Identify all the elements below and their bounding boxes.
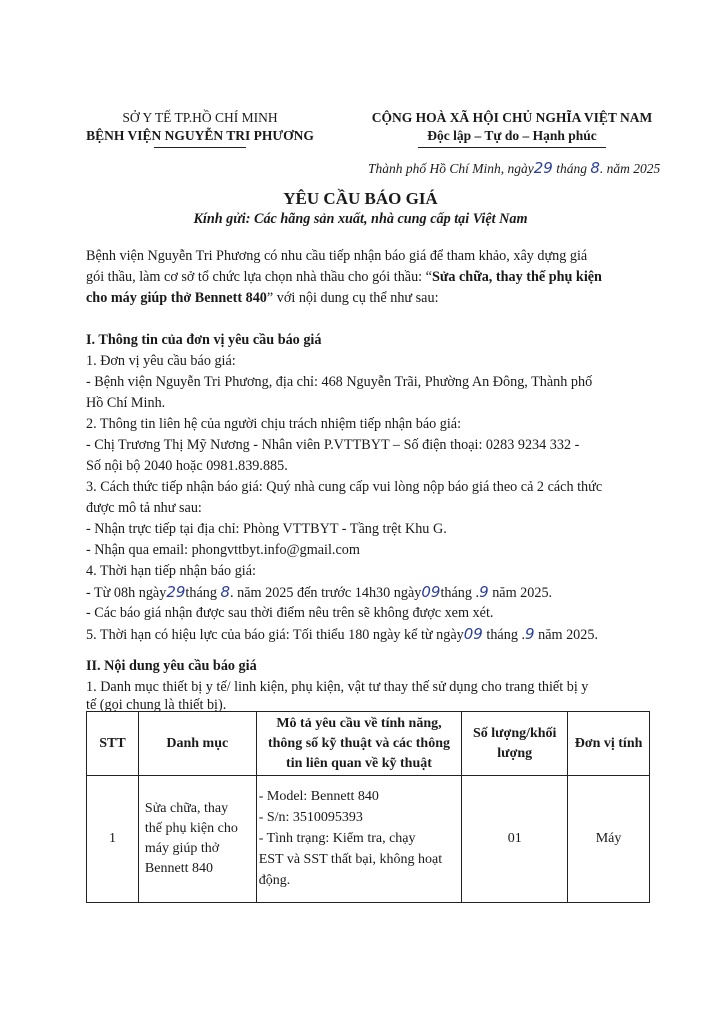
section-1-item-5: 5. Thời hạn có hiệu lực của báo giá: Tối thiểu 180 ngày kể từ ngày09 tháng .9 năm 2025.: [86, 625, 599, 643]
intro-line-2-text: gói thầu, làm cơ sở tổ chức lựa chọn nhà thầu cho gói thầu: “: [86, 269, 432, 285]
validity-month: 9: [525, 625, 535, 643]
header-quantity: [462, 712, 568, 776]
section-2-item-1-b: tế (gọi chung là thiết bị).: [86, 697, 227, 713]
header-description-line-2: thông số kỹ thuật và các thông: [267, 735, 450, 751]
row-description-status-1: - Tình trạng: Kiểm tra, chạy: [258, 831, 416, 846]
section-1-item-1: 1. Đơn vị yêu cầu báo giá:: [86, 353, 236, 369]
document-title: YÊU CẦU BÁO GIÁ: [283, 189, 438, 208]
section-1-item-1-b: Hồ Chí Minh.: [86, 395, 166, 411]
deadline-start-day: 29: [166, 583, 186, 601]
section-1-item-4-a: - Từ 08h ngày29tháng 8. năm 2025 đến trước 14h30 ngày09tháng .9 năm 2025.: [86, 583, 553, 601]
row-quantity: 01: [462, 776, 568, 903]
hospital-underline: [154, 147, 246, 148]
section-1-item-2: 2. Thông tin liên hệ của người chịu trách nhiệm tiếp nhận báo giá:: [86, 416, 462, 432]
intro-line-2: [86, 267, 602, 288]
deadline-end-month: 9: [479, 583, 489, 601]
row-description: [256, 776, 462, 903]
date-day: 29: [533, 159, 553, 177]
quote-items-table: [86, 711, 650, 903]
deadline-start-month-label: tháng: [185, 585, 217, 601]
date-line: Thành phố Hồ Chí Minh, ngày29 tháng 8. năm 2025: [368, 159, 661, 177]
header-unit: Đơn vị tính: [568, 712, 650, 776]
deadline-end-year: năm 2025.: [492, 585, 553, 601]
hospital-name: BỆNH VIỆN NGUYỄN TRI PHƯƠNG: [86, 128, 314, 143]
package-name-part-2: cho máy giúp thở Bennett 840: [86, 290, 267, 306]
row-unit: Máy: [568, 776, 650, 903]
deadline-start-month: 8: [220, 583, 231, 601]
section-2-item-1-a: 1. Danh mục thiết bị y tế/ linh kiện, phụ kiện, vật tư thay thế sử dụng cho trang thiết bị y: [86, 679, 589, 695]
intro-line-1: Bệnh viện Nguyễn Tri Phương có nhu cầu tiếp nhận báo giá để tham khảo, xây dựng giá: [86, 248, 588, 264]
header-description: [256, 712, 462, 776]
intro-line-3-text: ” với nội dung cụ thể như sau:: [266, 290, 439, 306]
deadline-end-day: 09: [421, 583, 441, 601]
deadline-end-month-label: tháng: [440, 585, 472, 601]
section-1-item-3-c: - Nhận trực tiếp tại địa chỉ: Phòng VTTBYT - Tầng trệt Khu G.: [86, 521, 447, 537]
row-description-status-3: động.: [258, 873, 291, 888]
package-name-part-1: Sửa chữa, thay thế phụ kiện: [431, 269, 602, 285]
row-description-status-2: EST và SST thất bại, không hoạt: [258, 852, 443, 867]
date-prefix: Thành phố Hồ Chí Minh, ngày: [368, 161, 534, 176]
validity-year: năm 2025.: [538, 627, 599, 643]
date-month: 8: [590, 159, 600, 177]
section-1-item-4: 4. Thời hạn tiếp nhận báo giá:: [86, 563, 256, 579]
header-quantity-line-1: Số lượng/khối: [472, 725, 557, 741]
section-1-heading: I. Thông tin của đơn vị yêu cầu báo giá: [86, 332, 322, 348]
header-stt: STT: [87, 712, 139, 776]
recipient-line: Kính gửi: Các hãng sản xuất, nhà cung cấp tại Việt Nam: [193, 211, 528, 227]
motto-underline: [418, 147, 606, 148]
validity-prefix: 5. Thời hạn có hiệu lực của báo giá: Tối thiểu 180 ngày kể từ ngày: [86, 627, 464, 643]
row-stt: 1: [87, 776, 139, 903]
row-description-serial: - S/n: 3510095393: [258, 810, 363, 825]
row-item-name-line-4: Bennett 840: [144, 861, 213, 876]
nation-title: CỘNG HOÀ XÃ HỘI CHỦ NGHĨA VIỆT NAM: [371, 110, 653, 125]
section-1-item-2-b: Số nội bộ 2040 hoặc 0981.839.885.: [86, 458, 288, 474]
table-header-row: [87, 712, 650, 776]
deadline-start-prefix: - Từ 08h ngày: [86, 585, 167, 601]
nation-motto: Độc lập – Tự do – Hạnh phúc: [427, 128, 597, 143]
validity-day: 09: [463, 625, 483, 643]
row-description-model: - Model: Bennett 840: [258, 789, 379, 804]
date-month-label: tháng: [556, 161, 587, 176]
section-1-item-3-b: được mô tả như sau:: [86, 500, 202, 516]
row-item-name: [138, 776, 256, 903]
section-2-heading: II. Nội dung yêu cầu báo giá: [86, 658, 257, 674]
section-1-item-4-b: - Các báo giá nhận được sau thời điểm nêu trên sẽ không được xem xét.: [86, 605, 494, 621]
table-row: [87, 776, 650, 903]
department-name: SỞ Y TẾ TP.HỒ CHÍ MINH: [122, 110, 278, 125]
intro-line-3: [86, 288, 439, 309]
section-1-item-3-d: - Nhận qua email: phongvttbyt.info@gmail.com: [86, 542, 360, 558]
row-item-name-line-3: máy giúp thở: [144, 841, 220, 856]
header-description-line-3: tin liên quan về kỹ thuật: [286, 755, 432, 771]
validity-month-label: tháng: [486, 627, 518, 643]
header-item-name: Danh mục: [138, 712, 256, 776]
section-1-item-3: 3. Cách thức tiếp nhận báo giá: Quý nhà cung cấp vui lòng nộp báo giá theo cả 2 cách thức: [86, 479, 603, 495]
row-item-name-line-1: Sửa chữa, thay: [144, 801, 229, 816]
section-1-item-2-a: - Chị Trương Thị Mỹ Nương - Nhân viên P.VTTBYT – Số điện thoại: 0283 9234 332 -: [86, 437, 580, 453]
section-1-item-1-a: - Bệnh viện Nguyễn Tri Phương, địa chỉ: 468 Nguyễn Trãi, Phường An Đông, Thành phố: [86, 374, 593, 390]
header-description-line-1: Mô tả yêu cầu về tính năng,: [276, 715, 442, 731]
date-year: năm 2025: [606, 161, 661, 176]
deadline-end-prefix: năm 2025 đến trước 14h30 ngày: [237, 585, 422, 601]
header-quantity-line-2: lượng: [497, 745, 533, 761]
row-item-name-line-2: thế phụ kiện cho: [144, 821, 238, 836]
